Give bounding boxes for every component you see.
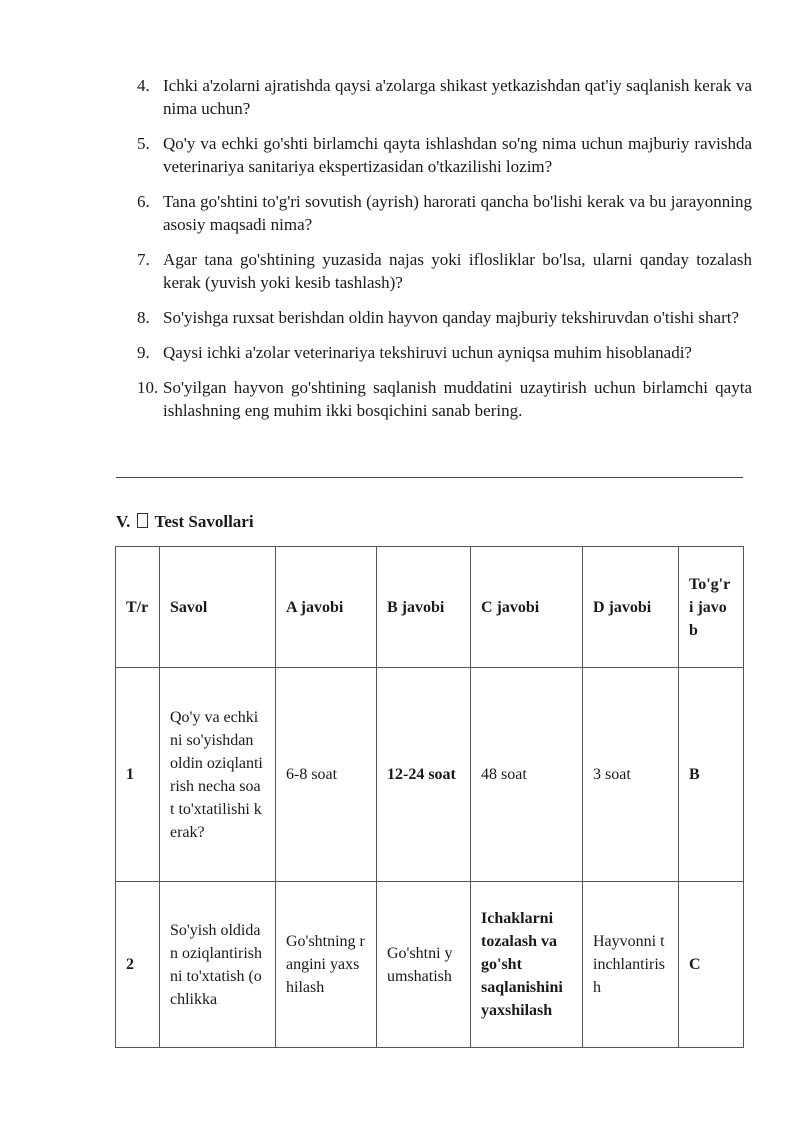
- question-number: 4.: [137, 76, 150, 95]
- answer-a-cell: 6-8 soat: [276, 668, 377, 882]
- header-savol: Savol: [160, 547, 276, 668]
- question-cell: So'yish oldidan oziqlantirishni to'xtatish (ochlikka: [160, 882, 276, 1048]
- question-text: So'yilgan hayvon go'shtining saqlanish muddatini uzaytirish uchun birlamchi qayta ishlashning eng muhim ikki bosqichini sanab bering.: [163, 378, 752, 420]
- answer-c-cell: Ichaklarni tozalash va go'sht saqlanishini yaxshilash: [471, 882, 583, 1048]
- question-text: So'yishga ruxsat berishdan oldin hayvon qanday majburiy tekshiruvdan o'tishi shart?: [163, 308, 739, 327]
- missing-glyph-icon: [137, 513, 148, 528]
- header-correct: To'g'ri javob: [679, 547, 744, 668]
- question-item: [116, 376, 752, 422]
- row-number: 1: [116, 668, 160, 882]
- question-text: Ichki a'zolarni ajratishda qaysi a'zolarga shikast yetkazishdan qat'iy saqlanish kerak va nima uchun?: [163, 76, 752, 118]
- table-header-row: [116, 547, 744, 668]
- question-number: 8.: [137, 308, 150, 327]
- header-b: B javobi: [377, 547, 471, 668]
- question-item: [116, 341, 752, 364]
- answer-a-cell: Go'shtning rangini yaxshilash: [276, 882, 377, 1048]
- question-item: [116, 306, 752, 329]
- answer-b-cell: Go'shtni yumshatish: [377, 882, 471, 1048]
- section-title-text: Test Savollari: [154, 512, 254, 531]
- horizontal-divider: [116, 477, 743, 478]
- question-text: Qo'y va echki go'shti birlamchi qayta ishlashdan so'ng nima uchun majburiy ravishda veterinariya sanitariya ekspertizasidan o'tkazilishi lozim?: [163, 134, 752, 176]
- header-a: A javobi: [276, 547, 377, 668]
- test-questions-table: [115, 546, 744, 1048]
- answer-d-cell: Hayvonni tinchlantirish: [583, 882, 679, 1048]
- question-item: [116, 248, 752, 294]
- header-d: D javobi: [583, 547, 679, 668]
- answer-b-cell: 12-24 soat: [377, 668, 471, 882]
- question-item: [116, 190, 752, 236]
- question-number: 9.: [137, 343, 150, 362]
- question-item: [116, 132, 752, 178]
- question-number: 10.: [137, 378, 159, 397]
- row-number: 2: [116, 882, 160, 1048]
- answer-d-cell: 3 soat: [583, 668, 679, 882]
- table-row: [116, 668, 744, 882]
- question-cell: Qo'y va echkini so'yishdan oldin oziqlantirish necha soat to'xtatilishi kerak?: [160, 668, 276, 882]
- question-list: [116, 74, 752, 434]
- question-text: Qaysi ichki a'zolar veterinariya tekshiruvi uchun ayniqsa muhim hisoblanadi?: [163, 343, 692, 362]
- correct-answer-cell: B: [679, 668, 744, 882]
- question-number: 7.: [137, 250, 150, 269]
- question-item: [116, 74, 752, 120]
- question-text: Agar tana go'shtining yuzasida najas yoki iflosliklar bo'lsa, ularni qanday tozalash kerak (yuvish yoki kesib tashlash)?: [163, 250, 752, 292]
- header-tr: T/r: [116, 547, 160, 668]
- question-number: 6.: [137, 192, 150, 211]
- correct-answer-cell: C: [679, 882, 744, 1048]
- section-heading: [116, 511, 254, 533]
- table-row: [116, 882, 744, 1048]
- header-c: C javobi: [471, 547, 583, 668]
- question-number: 5.: [137, 134, 150, 153]
- answer-c-cell: 48 soat: [471, 668, 583, 882]
- section-prefix: V.: [116, 512, 131, 531]
- question-text: Tana go'shtini to'g'ri sovutish (ayrish) harorati qancha bo'lishi kerak va bu jarayonning asosiy maqsadi nima?: [163, 192, 752, 234]
